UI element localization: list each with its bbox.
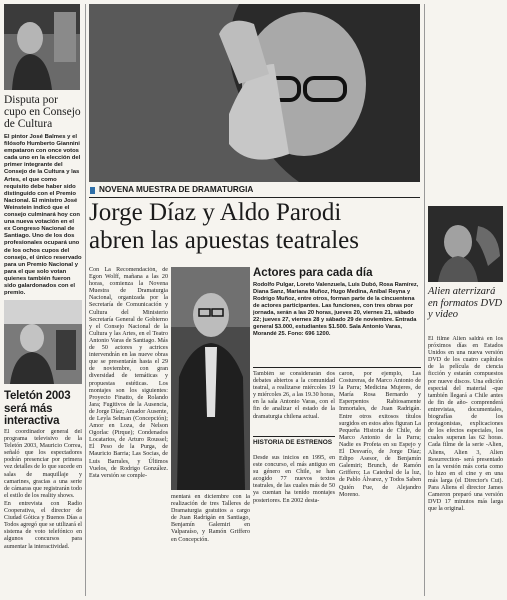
correa-photo	[4, 300, 82, 384]
actors-box	[253, 267, 421, 365]
jorge-diaz-photo	[89, 4, 420, 182]
article-column-3a: También se considerarán dos debates abiertos a la comunidad teatral, a realizarse miércoles 19 y miércoles 26, a las 19.30 horas, en la sala Antonio Varas, con el fin de analizar el estado de la dramaturgia chilena actual.	[253, 371, 335, 420]
aldo-parodi-photo	[171, 267, 250, 490]
actors-box-body: Rodolfo Pulgar, Loreto Valenzuela, Luis Dubó, Rosa Ramírez, Diana Sanz, Mariana Muñoz, Hugo Medina, Aníbal Reyna y Rodrigo Muñoz, entre otros, forman parte de la cincuentena de actores participantes. Las funciones, con tres obras por jornada, serán a las 20 horas, jueves 20, viernes 21, sábado 22; jueves 27, viernes 28 y sábado 29 de noviembre. Entrada general $3.000, estudiantes $1.500. Sala Antonio Varas, Morandé 25. Fono: 696 1200.	[253, 282, 419, 337]
article-column-3b: Desde sus inicios en 1995, en este concurso, el más antiguo en su género en Chile, se han acogido 77 nuevos textos teatrales, de las cuales más de 50 ya cuentan ha tenido montajes posteriores. En 2002 desta-	[253, 455, 335, 504]
left-column-divider	[85, 4, 86, 596]
balmes-photo	[4, 4, 80, 90]
article-column-2: mentará en diciembre con la realización de tres Talleres de Dramaturgia gratuitos a cargo de Juan Radrigán en Santiago, Benjamín Galemiri en Valparaíso, y Ramón Griffero en Concepción.	[171, 494, 250, 543]
left-bottom-headline: Teletón 2003 será más interactiva	[4, 390, 71, 427]
article-column-4: caron, por ejemplo, Las Costureras, de Marco Antonio de la Parra; Medicina Mujeres, de María Rosa Bernardo y Esperpentos Rabiosamente Inmortales, de Juan Radrigán. Entre otros exitosos títulos surgidos en estos años figuran La Pequeña Historia de Chile, de Marco Antonio de la Parra; Nadie es Profeta en su Espejo y El Desvarío, de Jorge Díaz; Edipo Asesor, de Benjamín Galemiri; Brunch, de Ramón Griffero; La Catedral de la luz, de Pablo Álvarez, y Todos Saben Quién Fue, de Alejandro Moreno.	[339, 371, 421, 498]
main-headline-line-1: Jorge Díaz y Aldo Parodi	[89, 199, 342, 226]
left-bottom-body	[4, 429, 82, 595]
left-bottom-paragraph-2: En entrevista con Radio Cooperativa, el director de Ciudad Gótica y Buenos Días a Todos agregó que se utilizará el sistema de voto telefónico en algunos concursos para aumentar la interactividad.	[4, 500, 82, 550]
right-column-divider	[424, 4, 425, 596]
article-column-1: Con La Recomendación, de Egon Wolff, mañana a las 20 horas, comienza la Novena Muestra de Dramaturgia Nacional, organizada por la Secretaría de Comunicación y Cultura del Ministerio Secretaría General de Gobierno y el Consejo Nacional de la Cultura y las Artes, en el Teatro Antonio Varas de Santiago. Más de 50 actores y actrices intervendrán en las nueve obras que se presentarán hasta el 29 de noviembre, con gran diversidad de temáticas y propuestas estéticas. Los montajes son los siguientes: Proyecto Finatto, de Rolando Jara; Fugitivos de la Ausencia, de Jorge Díaz; Amador Ausente, de Leyla Selman (Concepción); Amor en Loza, de Nelson Ogorlac (Pirque); Condenados Locatarios, de Arturo Roussel; El Peso de la Purga, de Mauricio Barria; Las Socias, de Luis Barrales, y Últimos Vuelos, de Rodrigo González. Esta versión se comple-	[89, 267, 168, 479]
actors-box-rule	[253, 367, 421, 368]
main-headline-line-2: abren las apuestas teatrales	[89, 227, 360, 254]
actors-box-title: Actores para cada día	[253, 267, 373, 279]
section-kicker: NOVENA MUESTRA DE DRAMATURGIA	[99, 185, 254, 194]
right-headline: Alien aterrizará en formatos DVD y video	[428, 286, 503, 320]
left-top-body: El pintor José Balmes y el filósofo Humberto Giannini empataron con once votos cada uno en la elección del primer integrante del Consejo de la Cultura y las Artes, el que como requisito debe haber sido distinguido con el Premio Nacional. El ministro José Weinstein indicó que el consejo culminará hoy con una nueva votación en el ex Congreso Nacional de Santiago. Uno de los dos profesionales ocupará uno de los ochos cupos del consejo, el único reservado para un Premio Nacional y para el que solo votan quienes también fueron sido galardonados con el premio.	[4, 134, 82, 296]
history-rule	[253, 436, 335, 437]
history-title: HISTORIA DE ESTRENOS	[253, 439, 333, 446]
kicker-marker	[90, 187, 95, 194]
left-top-headline: Disputa por cupo en Consejo de Cultura	[4, 94, 81, 130]
left-bottom-paragraph-1: El coordinador general del programa televisivo de la Teletón 2003, Mauricio Correa, señaló que los espectadores podrán presenciar por primera vez detalles de lo que sucede en salas de maquillaje y camarines, gracias a una serie de cámaras que registrarán todo el estilo de los reality shows.	[4, 429, 82, 499]
kicker-rule	[89, 197, 420, 198]
alien-photo	[428, 206, 503, 282]
right-body: El filme Alien saldrá en los próximos días en Estados Unidos en una nueva versión DVD de los cuatro capítulos de la película de ciencia ficción y estarán compuestos por nueve discos. Una edición especial del material -que también llegará a Chile antes de fin de año- comprenderá entrevistas, documentales, biografías de los protagonistas, explicaciones de los efectos especiales, los cuales superan las 62 horas. Cada filme de la serie -Alien, Aliens, Alien 3, Alien Resurrection- será presentado en la versión más corta como lo hizo en el cine y en una más larga (el Director's Cut). Para Aliens el director James Cameron preparó una versión DVD 17 minutos más larga que la original.	[428, 336, 503, 513]
